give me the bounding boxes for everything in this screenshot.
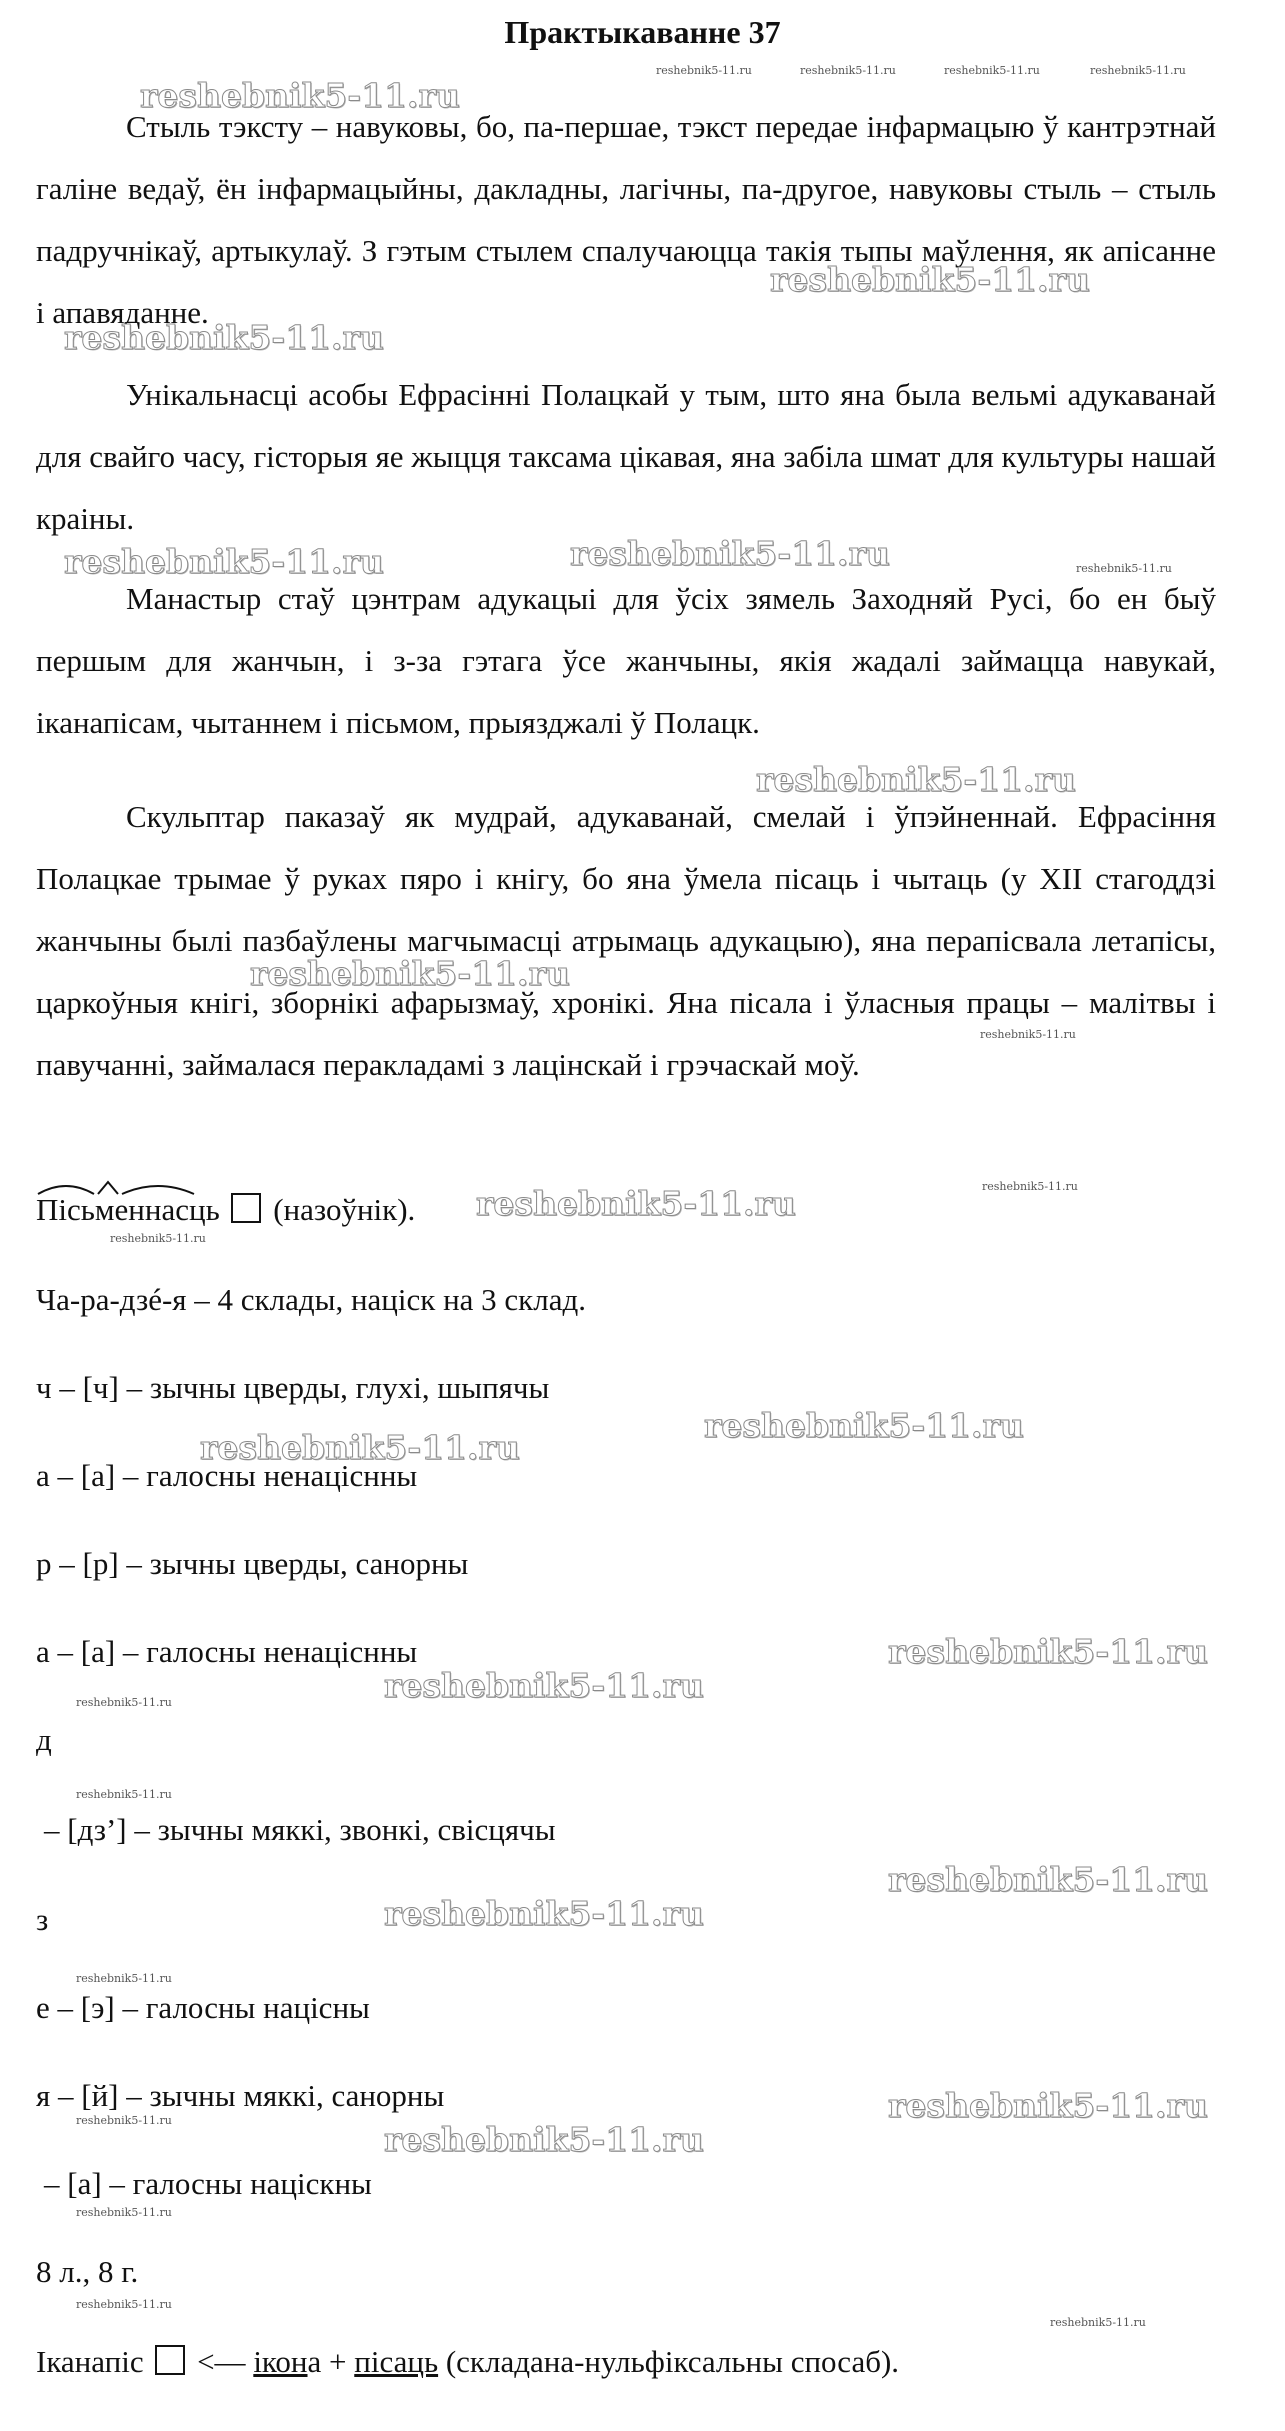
watermark-small: reshebnik5-11.ru xyxy=(980,1028,1076,1041)
watermark: reshebnik5-11.ru xyxy=(384,1666,704,1705)
watermark: reshebnik5-11.ru xyxy=(250,954,570,993)
letters-sounds-count: 8 л., 8 г. xyxy=(36,2254,139,2289)
phonetic-row: а – [а] – галосны ненаціснны xyxy=(36,1458,418,1493)
phonetic-row: а – [а] – галосны ненаціснны xyxy=(36,1634,418,1669)
phonetic-row: е – [э] – галосны націсны xyxy=(36,1990,370,2025)
watermark: reshebnik5-11.ru xyxy=(570,534,890,573)
watermark-small: reshebnik5-11.ru xyxy=(800,64,896,77)
watermark-small: reshebnik5-11.ru xyxy=(110,1232,206,1245)
wf-part1-root: ікон xyxy=(253,2344,308,2379)
wf-ending-box xyxy=(155,2345,185,2375)
watermark: reshebnik5-11.ru xyxy=(888,1860,1208,1899)
phonetic-row: д xyxy=(36,1722,52,1757)
morpheme-arcs xyxy=(36,1176,246,1198)
watermark-small: reshebnik5-11.ru xyxy=(76,2114,172,2127)
watermark: reshebnik5-11.ru xyxy=(64,542,384,581)
watermark: reshebnik5-11.ru xyxy=(888,2086,1208,2125)
wf-plus: + xyxy=(329,2344,347,2379)
syllables-line: Ча-ра-дзé-я – 4 склады, націск на 3 склад. xyxy=(36,1282,586,1317)
watermark: reshebnik5-11.ru xyxy=(704,1406,1024,1445)
paragraph-2: Унікальнасці асобы Ефрасінні Полацкай у тым, што яна была вельмі адукаванай для свайго часу, гісторыя яе жыцця таксама цікавая, яна забіла шмат для культуры нашай краіны. xyxy=(36,377,1216,536)
watermark-small: reshebnik5-11.ru xyxy=(982,1180,1078,1193)
watermark: reshebnik5-11.ru xyxy=(384,1894,704,1933)
wf-word: Іканапіс xyxy=(36,2344,144,2379)
watermark-small: reshebnik5-11.ru xyxy=(76,1696,172,1709)
morpheme-word xyxy=(36,1192,220,1228)
wf-arrow: <— xyxy=(197,2344,246,2379)
watermark: reshebnik5-11.ru xyxy=(770,260,1090,299)
watermark-small: reshebnik5-11.ru xyxy=(1076,562,1172,575)
watermark: reshebnik5-11.ru xyxy=(756,760,1076,799)
watermark-small: reshebnik5-11.ru xyxy=(944,64,1040,77)
watermark-small: reshebnik5-11.ru xyxy=(656,64,752,77)
watermark-small: reshebnik5-11.ru xyxy=(76,2206,172,2219)
wf-part1-ending: а xyxy=(307,2344,322,2379)
watermark: reshebnik5-11.ru xyxy=(200,1428,520,1467)
phonetic-row: – [а] – галосны націскны xyxy=(44,2166,372,2201)
wf-part2-root: пісаць xyxy=(354,2344,439,2379)
watermark: reshebnik5-11.ru xyxy=(140,76,460,115)
watermark-small: reshebnik5-11.ru xyxy=(1090,64,1186,77)
morpheme-middle: мен xyxy=(94,1192,145,1227)
word-formation-line xyxy=(36,2344,899,2380)
morpheme-suffix: насць xyxy=(144,1192,220,1227)
watermark-small: reshebnik5-11.ru xyxy=(76,2298,172,2311)
paragraph-1: Стыль тэксту – навуковы, бо, па-першае, тэкст передае інфармацыю ў кантрэтнай галіне ведаў, ён інфармацыйны, дакладны, лагічны, па-другое, навуковы стыль – стыль падручнікаў, артыкулаў. З гэтым стылем спалучаюцца такія тыпы маўлення, як апісанне і апавяданне. xyxy=(36,109,1216,330)
morpheme-root: Пісь xyxy=(36,1192,95,1227)
phonetic-row: з xyxy=(36,1902,49,1937)
morphology-note: (назоўнік). xyxy=(273,1192,416,1227)
phonetic-row: я – [й] – зычны мяккі, санорны xyxy=(36,2078,445,2113)
morphology-line xyxy=(36,1192,415,1228)
phonetic-row: р – [р] – зычны цверды, санорны xyxy=(36,1546,469,1581)
watermark: reshebnik5-11.ru xyxy=(888,1632,1208,1671)
watermark-small: reshebnik5-11.ru xyxy=(1050,2316,1146,2329)
wf-note: (складана-нульфіксальны спосаб). xyxy=(445,2344,900,2379)
watermark: reshebnik5-11.ru xyxy=(384,2120,704,2159)
watermark: reshebnik5-11.ru xyxy=(476,1184,796,1223)
paragraph-4: Скульптар паказаў як мудрай, адукаванай, смелай і ўпэйненнай. Ефрасіння Полацкае трымае ў руках пяро і кнігу, бо яна ўмела пісаць і чытаць (у XII стагоддзі жанчыны былі пазбаўлены магчымасці атрымаць адукацыю), яна перапісвала летапісы, царкоўныя кнігі, зборнікі афарызмаў, хронікі. Яна пісала і ўласныя працы – малітвы і павучанні, займалася перакладамі з лацінскай і грэчаскай моў. xyxy=(36,799,1216,1082)
page-title: Практыкаванне 37 xyxy=(504,14,781,50)
watermark: reshebnik5-11.ru xyxy=(64,318,384,357)
watermark-small: reshebnik5-11.ru xyxy=(76,1972,172,1985)
phonetic-row: – [дз’] – зычны мяккі, звонкі, свісцячы xyxy=(44,1812,556,1847)
phonetic-row: ч – [ч] – зычны цверды, глухі, шыпячы xyxy=(36,1370,550,1405)
watermark-small: reshebnik5-11.ru xyxy=(76,1788,172,1801)
paragraph-3: Манастыр стаў цэнтрам адукацыі для ўсіх зямель Заходняй Русі, бо ен быў першым для жанчын, і з-за гэтага ўсе жанчыны, якія жадалі займацца навукай, іканапісам, чытаннем і пісьмом, прыязджалі ў Полацк. xyxy=(36,581,1216,740)
